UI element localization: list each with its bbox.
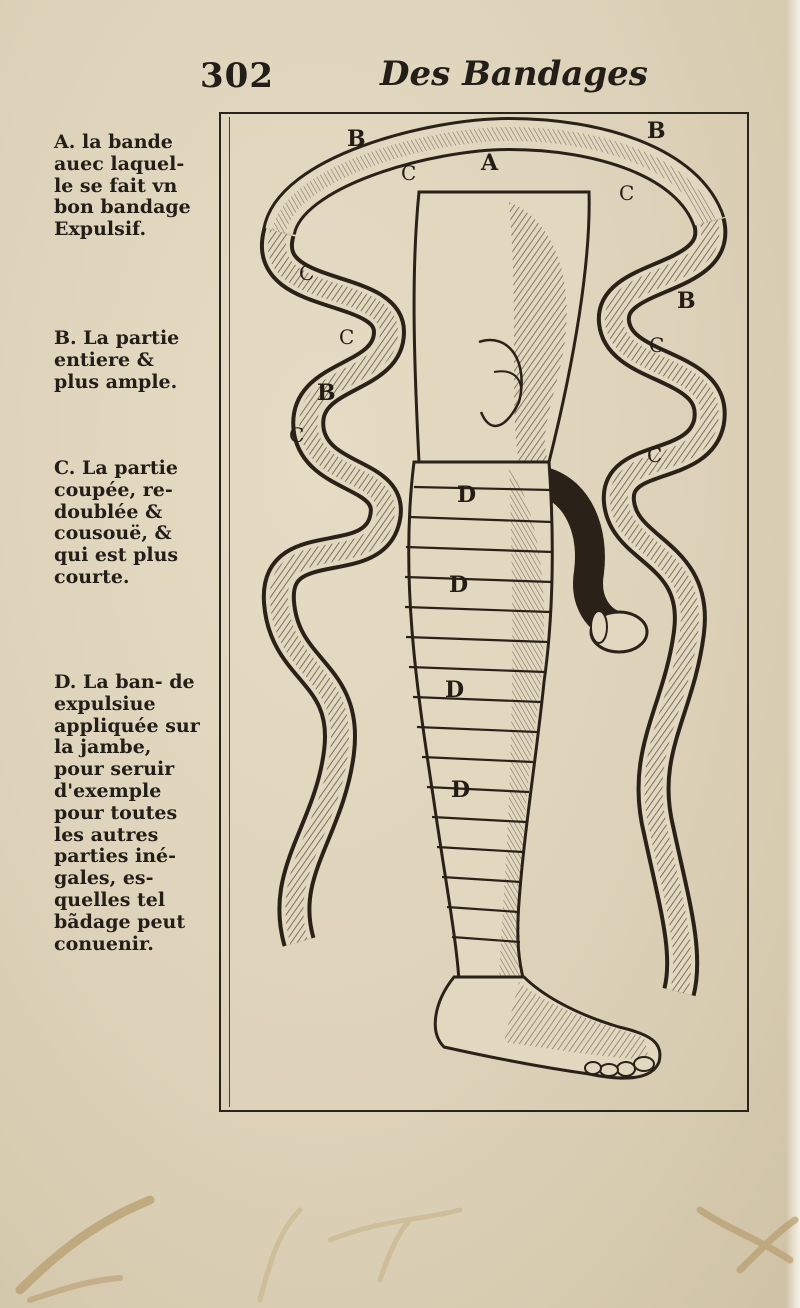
label-b-top-right: B <box>647 118 666 144</box>
caption-a: A. la bande auec laquel- le se fait vn bon bandage Expulsif. <box>54 131 191 241</box>
label-a: A <box>481 150 499 176</box>
label-d-top: D <box>457 482 477 508</box>
label-c-left-lower: C <box>289 423 305 447</box>
label-d-middle: D <box>445 677 465 703</box>
caption-b: B. La partie entiere & plus ample. <box>54 327 180 393</box>
label-c-top-right: C <box>619 181 635 205</box>
caption-c: C. La partie coupée, re- doublée & cousouë, & qui est plus courte. <box>54 457 179 588</box>
paper-stains <box>0 1180 800 1308</box>
caption-d: D. La ban- de expulsiue appliquée sur la jambe, pour seruir d'exemple pour toutes les autres parties iné- gales, es- quelles tel bãdage peut conuenir. <box>54 671 200 955</box>
page-number: 302 <box>200 56 274 96</box>
label-b-left: B <box>317 380 336 406</box>
label-c-right: C <box>647 443 663 467</box>
label-c-right-upper: C <box>649 333 665 357</box>
label-b-top-left: B <box>347 126 366 152</box>
running-head: Des Bandages <box>380 54 648 94</box>
label-c-left-upper: C <box>299 261 315 285</box>
ribbon-left <box>277 232 389 942</box>
bandage-illustration <box>219 112 749 1112</box>
page-edge <box>786 0 800 1308</box>
label-d-upper: D <box>449 572 469 598</box>
label-c-left: C <box>339 325 355 349</box>
label-d-lower: D <box>451 777 471 803</box>
label-b-right: B <box>677 288 696 314</box>
label-c-top: C <box>401 161 417 185</box>
